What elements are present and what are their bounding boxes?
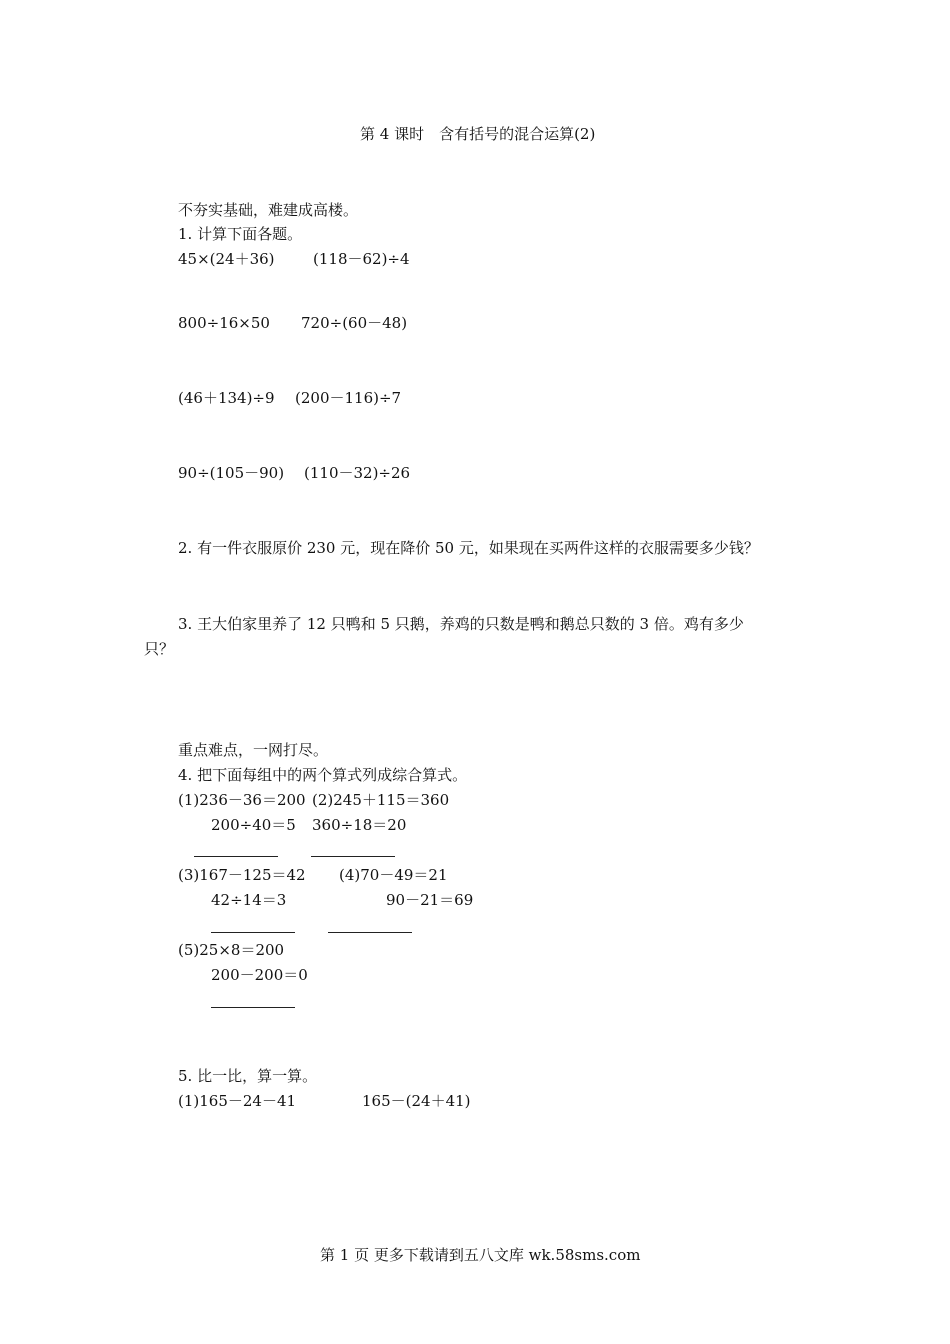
q4-part5-line2: 200－200＝0 bbox=[211, 966, 308, 984]
q4-part4-line1: (4)70－49＝21 bbox=[339, 866, 448, 884]
section-heading-basics: 不夯实基础，难建成高楼。 bbox=[178, 201, 359, 219]
question-1-label: 1. 计算下面各题。 bbox=[178, 225, 303, 243]
q4-part3-line1: (3)167－125＝42 bbox=[178, 866, 306, 884]
answer-blank[interactable] bbox=[211, 932, 295, 933]
answer-blank[interactable] bbox=[211, 1007, 295, 1008]
q4-part2-line1: (2)245＋115＝360 bbox=[312, 791, 450, 809]
answer-blank[interactable] bbox=[328, 932, 412, 933]
q1-expression: 800÷16×50 bbox=[178, 314, 270, 332]
answer-blank[interactable] bbox=[311, 856, 395, 857]
q1-expression: (46＋134)÷9 bbox=[178, 389, 275, 407]
q5-part1-expression-b: 165－(24＋41) bbox=[362, 1092, 471, 1110]
question-3-line2: 只？ bbox=[144, 640, 175, 658]
q1-expression: 45×(24＋36) bbox=[178, 250, 275, 268]
q4-part4-line2: 90－21＝69 bbox=[386, 891, 474, 909]
q1-expression: (118－62)÷4 bbox=[313, 250, 410, 268]
q4-part5-line1: (5)25×8＝200 bbox=[178, 941, 285, 959]
question-2-text: 2. 有一件衣服原价 230 元，现在降价 50 元，如果现在买两件这样的衣服需要多少钱？ bbox=[178, 539, 759, 557]
q1-expression: (200－116)÷7 bbox=[295, 389, 402, 407]
page-footer: 第 1 页 更多下载请到五八文库 wk.58sms.com bbox=[320, 1246, 641, 1264]
page-title: 第 4 课时 含有括号的混合运算(2) bbox=[360, 125, 596, 143]
answer-blank[interactable] bbox=[194, 856, 278, 857]
section-heading-key-points: 重点难点，一网打尽。 bbox=[178, 741, 329, 759]
q1-expression: 720÷(60－48) bbox=[301, 314, 408, 332]
q4-part2-line2: 360÷18＝20 bbox=[312, 816, 407, 834]
q5-part1-expression-a: (1)165－24－41 bbox=[178, 1092, 297, 1110]
question-3-line1: 3. 王大伯家里养了 12 只鸭和 5 只鹅，养鸡的只数是鸭和鹅总只数的 3 倍。鸡有多少 bbox=[178, 615, 744, 633]
question-4-label: 4. 把下面每组中的两个算式列成综合算式。 bbox=[178, 766, 468, 784]
q4-part1-line1: (1)236－36＝200 bbox=[178, 791, 306, 809]
q4-part3-line2: 42÷14＝3 bbox=[211, 891, 287, 909]
q1-expression: 90÷(105－90) bbox=[178, 464, 285, 482]
question-5-label: 5. 比一比，算一算。 bbox=[178, 1067, 318, 1085]
q1-expression: (110－32)÷26 bbox=[304, 464, 411, 482]
q4-part1-line2: 200÷40＝5 bbox=[211, 816, 296, 834]
